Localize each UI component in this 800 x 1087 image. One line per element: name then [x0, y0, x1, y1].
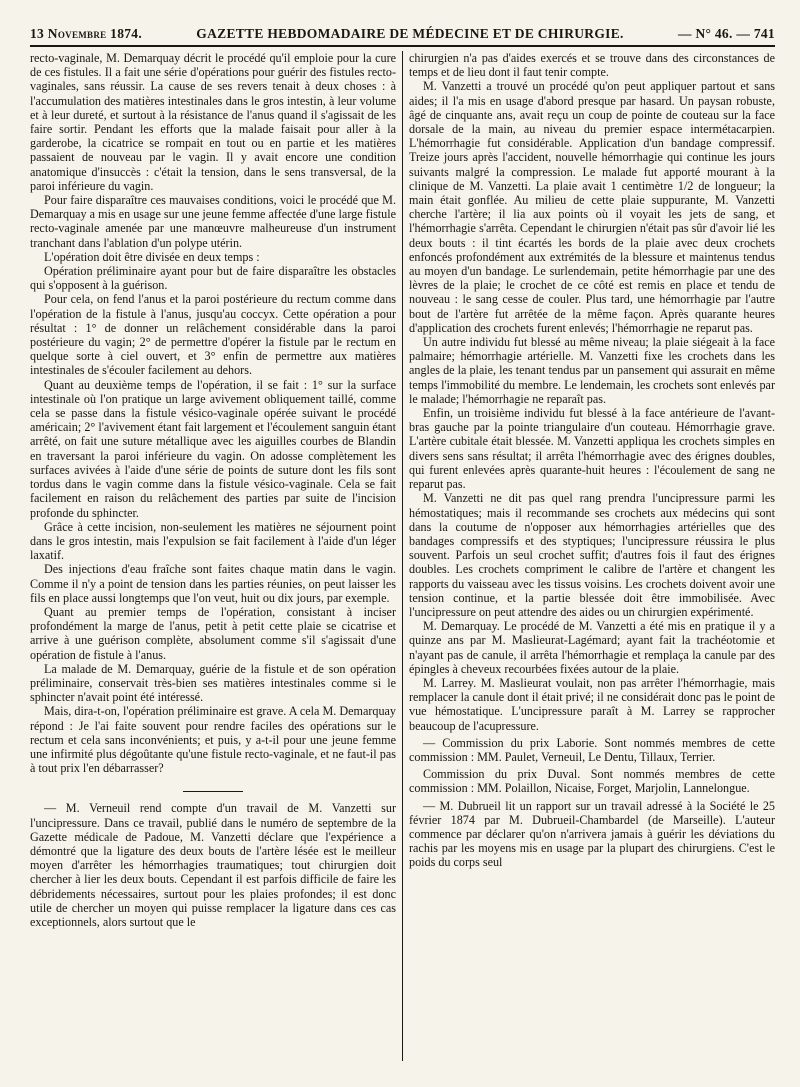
page-header — [30, 26, 775, 47]
paragraph: M. Demarquay. Le procédé de M. Vanzetti a été mis en pratique il y a quinze ans par M. Maslieurat-Lagémard; ayant fait la trachéotomie et n'ayant pas de canule, il arrêta l'hémorrhagie et remplaça la canule par des épingles à cheveux recourbées fixées autour de la plaie. — [409, 619, 775, 676]
paragraph: Opération préliminaire ayant pour but de faire disparaître les obstacles qui s'opposent à la guérison. — [30, 264, 396, 293]
paragraph: Mais, dira-t-on, l'opération préliminaire est grave. A cela M. Demarquay répond : Je l'ai faite souvent pour rendre faciles des opérations sur le rectum et cela sans inconvénients; et puis, y a-t-il pour une jeune femme une infirmité plus dégoûtante qu'une fistule recto-vaginale, et ne faut-il pas à tout prix l'en débarrasser? — [30, 704, 396, 776]
date-day: 13 — [30, 26, 45, 41]
issue-number: — N° 46. — — [677, 26, 751, 41]
paragraph: — Commission du prix Laborie. Sont nommés membres de cette commission : MM. Paulet, Verneuil, Le Dentu, Tillaux, Terrier. — [409, 735, 775, 764]
newspaper-page — [30, 26, 775, 1071]
paragraph: Enfin, un troisième individu fut blessé à la face antérieure de l'avant-bras gauche par la pointe triangulaire d'un couteau. Hémorrhagie grave. L'artère cubitale était blessée. M. Vanzetti appliqua les crochets simples en divers sens sans résultat; il arrêta l'hémorrhagie avec des érignes doubles, qui furent enlevées après quarante-huit heures : l'écoulement de sang ne reparut pas. — [409, 406, 775, 492]
paragraph: M. Vanzetti ne dit pas quel rang prendra l'uncipressure parmi les hémostatiques; mais il recommande ses crochets aux médecins qui sont dans la coutume de n'opposer aux hémorrhagies artérielles que des bandages compressifs et des styptiques; l'uncipressure réussira le plus souvent. Parfois un seul crochet suffit; d'autres fois il faut des érignes doubles. Les crochets compriment le calibre de l'artère et changent les rapports du vaisseau avec les tissus voisins. Les crochets doivent avoir une tension continue, et la partie blessée doit être immobilisée. Avec l'uncipressure on peut attendre des aides ou un chirurgien expérimenté. — [409, 491, 775, 619]
paragraph: Commission du prix Duval. Sont nommés membres de cette commission : MM. Polaillon, Nicaise, Forget, Marjolin, Lannelongue. — [409, 767, 775, 796]
date-month: Novembre — [47, 26, 107, 41]
paragraph: — M. Dubrueil lit un rapport sur un travail adressé à la Société le 25 février 1874 par M. Dubrueil-Chambardel (de Marseille). L'auteur commence par déclarer qu'on n'arrivera jamais à guérir les déviations du rachis par les moyens mis en usage par la plupart des chirurgiens. C'est le poids du corps seul — [409, 798, 775, 870]
journal-title: GAZETTE HEBDOMADAIRE DE MÉDECINE ET DE CHIRURGIE. — [196, 26, 624, 41]
date-year: 1874. — [110, 26, 143, 41]
page-number: 741 — [753, 26, 775, 41]
section-divider — [183, 791, 243, 792]
paragraph: Des injections d'eau fraîche sont faites chaque matin dans le vagin. Comme il n'y a point de tension dans les parties réunies, on peut laisser les fils en place aussi longtemps que l'on veut, huit ou dix jours, par exemple. — [30, 562, 396, 605]
paragraph: Quant au premier temps de l'opération, consistant à inciser profondément la marge de l'anus, petit à petit cette plaie se cicatrise et arrive à une guérison complète, absolument comme s'il s'agissait d'une opération de fistule à l'anus. — [30, 604, 396, 662]
paragraph: Quant au deuxième temps de l'opération, il se fait : 1° sur la surface intestinale où l'on pratique un large avivement obliquement taillé, comme cela se passe dans la fistule vésico-vaginale opérée suivant le procédé américain; 2° l'avivement étant fait largement et l'écoulement sanguin étant arrêté, on fait une suture métallique avec les aiguilles courbes de Blandin en traversant la paroi inférieure du vagin. On adosse complètement les surfaces avivées à l'aide d'une série de points de suture dont les fils sont tordus dans le vagin comme dans la fistule vésico-vaginale. Cela se fait facilement en raison du relâchement des parties par suite de l'incision profonde du sphincter. — [30, 377, 396, 520]
paragraph: M. Larrey. M. Maslieurat voulait, non pas arrêter l'hémorrhagie, mais remplacer la canule dont il était privé; il ne considérait donc pas le point de vue hémostatique. L'uncipressure paraît à M. Larrey se rapprocher beaucoup de l'acupressure. — [409, 675, 775, 733]
paragraph: Un autre individu fut blessé au même niveau; la plaie siégeait à la face palmaire; hémorrhagie artérielle. M. Vanzetti fixe les crochets dans les angles de la plaie, les tenant tendus par un pansement qui assurait en même temps l'immobilité du membre. Le lendemain, les crochets sont enlevés par le malade; l'hémorrhagie ne reparaît pas. — [409, 335, 775, 406]
paragraph: Pour cela, on fend l'anus et la paroi postérieure du rectum comme dans l'opération de la fistule à l'anus, jusqu'au coccyx. Cette opération a pour résultat : 1° de donner un relâchement considérable dans la paroi postérieure du vagin; 2° de permettre d'opérer la fistule par le rectum en quelque sorte à ciel ouvert, et 3° enfin de permettre aux matières intestinales de s'écouler facilement au dehors. — [30, 292, 396, 378]
paragraph: Grâce à cette incision, non-seulement les matières ne séjournent point dans le gros intestin, mais l'expulsion se fait facilement à l'aide d'un léger laxatif. — [30, 519, 396, 563]
left-column — [30, 51, 402, 1061]
paragraph: M. Vanzetti a trouvé un procédé qu'on peut appliquer partout et sans aides; il l'a mis en usage d'abord presque par hasard. Un paysan robuste, âgé de cinquante ans, avait reçu un coup de pointe de couteau sur la face dorsale de la main, au niveau du premier espace intermétacarpien. L'hémorrhagie fut considérable. Application d'un bandage compressif. Treize jours après l'accident, nouvelle hémorrhagie qui continue les jours suivants malgré la compression. Le malade fut apporté mourant à la clinique de M. Vanzetti. La plaie avait 1 centimètre 1/2 de longueur; la main était gonflée. Au milieu de cette plaie suppurante, M. Vanzetti cherche l'artère; il lia aux points où il voyait les jets de sang, et l'hémorrhagie s'arrêta. Cependant le chirurgien n'était pas sûr d'avoir lié les deux bouts : il tint écartés les bords de la plaie avec deux crochets enfoncés profondément aux extrémités de la blessure et maintenus tendus au moyen d'un bandage. Le surlendemain, petite hémorrhagie par une des lèvres de la plaie; le crochet de ce côté est remis en place et tendu de nouveau : le sang cesse de couler. Plus tard, une hémorrhagie par l'autre bout de l'artère fut arrêtée de la même façon. Après quarante heures d'application des crochets furent enlevés; l'hémorrhagie ne reparut pas. — [409, 79, 775, 335]
right-column — [402, 51, 775, 1061]
paragraph: Pour faire disparaître ces mauvaises conditions, voici le procédé que M. Demarquay a mis en usage sur une jeune femme affectée d'une large fistule recto-vaginale amenée par une manœuvre malheureuse d'un instrument tranchant dans l'ablation d'un polype utérin. — [30, 193, 396, 250]
paragraph: La malade de M. Demarquay, guérie de la fistule et de son opération préliminaire, conservait très-bien ses matières intestinales comme si le sphincter n'avait point été intéressé. — [30, 661, 396, 705]
paragraph: recto-vaginale, M. Demarquay décrit le procédé qu'il emploie pour la cure de ces fistules. Il a fait une série d'opérations pour guérir des fistules recto-vaginales, sans réussir. La cause de ses revers tenait à deux choses : à l'accumulation des matières intestinales dans le gros intestin, à leur volume et à leur dureté, et surtout à la résistance de l'anus quand il s'agissait de les faire sortir. Pendant les efforts que la malade faisait pour aller à la garderobe, la cicatrice se rompait en tout ou en partie et les matières passaient de nouveau par le vagin. Il y avait encore une condition anatomique d'insuccès : c'était la tension, dans le sens transversal, de la paroi inférieure du vagin. — [30, 51, 396, 193]
text-columns — [30, 51, 775, 1061]
paragraph: L'opération doit être divisée en deux temps : — [44, 249, 260, 264]
paragraph: chirurgien n'a pas d'aides exercés et se trouve dans des circonstances de temps et de lieu dont il faut tenir compte. — [409, 51, 775, 80]
paragraph: — M. Verneuil rend compte d'un travail de M. Vanzetti sur l'uncipressure. Dans ce travail, publié dans le numéro de septembre de la Gazette médicale de Padoue, M. Vanzetti déclare que l'expérience a démontré que la ligature des deux bouts de l'artère lésée est le meilleur moyen d'arrêter les hémorrhagies traumatiques; tout chirurgien doit chercher à lier les deux bouts. Cependant il est parfois difficile de faire les débridements nécessaires, surtout pour les plaies profondes; il est donc utile de chercher un moyen qui puisse remplacer la ligature dans ces cas exceptionnels, alors surtout que le — [30, 801, 396, 929]
issue-date — [30, 26, 142, 42]
issue-and-page — [678, 26, 775, 42]
